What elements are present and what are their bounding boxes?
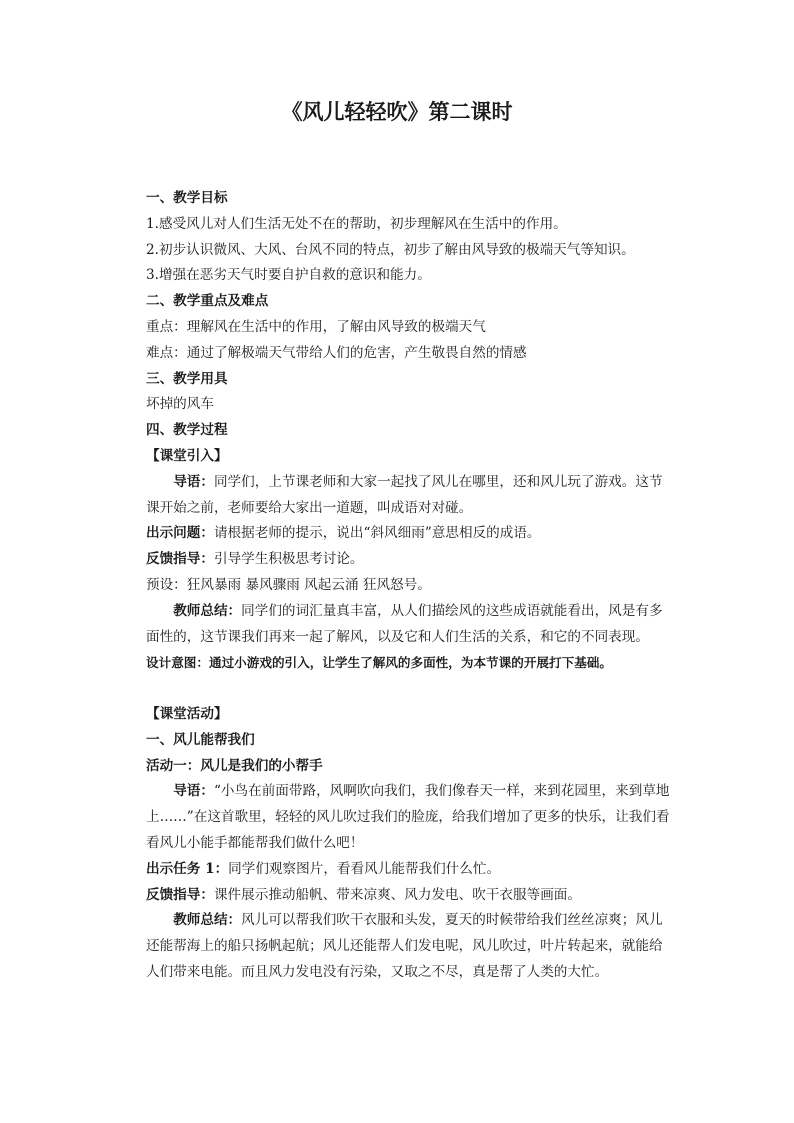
difficulty-point <box>146 341 674 367</box>
intro-guide-text: 同学们，上节课老师和大家一起找了风儿在哪里，还和风儿玩了游戏。这节课开始之前，老师要给大家出一道题，叫成语对对碰。 <box>146 473 663 516</box>
goal-item-1: 1.感受风儿对人们生活无处不在的帮助，初步理解风在生活中的作用。 <box>146 215 567 232</box>
section-heading-goals: 一、教学目标 <box>146 190 228 206</box>
activity-summary-label: 教师总结： <box>173 912 242 929</box>
activity-guide-text: “小鸟在前面带路，风啊吹向我们，我们像春天一样，来到花园里，来到草地上……”在这首歌里，轻轻的风儿吹过我们的脸庞，给我们增加了更多的快乐，让我们看看风儿小能手都能帮我们做什么吧！ <box>146 783 670 851</box>
intro-feedback-label: 反馈指导： <box>146 551 214 568</box>
intro-design-intent: 设计意图：通过小游戏的引入，让学生了解风的多面性，为本节课的开展打下基础。 <box>146 655 612 671</box>
intro-guide <box>146 470 674 522</box>
intro-guide-label: 导语： <box>173 473 214 490</box>
intro-summary <box>146 599 674 651</box>
task-label: 出示任务 1： <box>146 860 229 877</box>
activity-sub-heading: 一、风儿能帮我们 <box>146 731 255 748</box>
activity-heading: 【课堂活动】 <box>146 705 228 722</box>
activity-feedback-label: 反馈指导： <box>146 886 214 903</box>
intro-summary-label: 教师总结： <box>173 602 242 619</box>
key-point <box>146 315 674 341</box>
key-point-label: 重点： <box>146 318 187 335</box>
intro-question <box>146 521 674 547</box>
difficulty-label: 难点： <box>146 344 187 361</box>
page-title: 《风儿轻轻吹》第二课时 <box>281 99 513 124</box>
task-text: 同学们观察图片，看看风儿能帮我们什么忙。 <box>228 860 501 877</box>
section-heading-process: 四、教学过程 <box>146 422 228 439</box>
spacer <box>146 676 674 702</box>
goal-item-2: 2.初步认识微风、大风、台风不同的特点，初步了解由风导致的极端天气等知识。 <box>146 241 635 258</box>
activity-guide <box>146 779 674 856</box>
activity-task <box>146 857 674 883</box>
intro-heading: 【课堂引入】 <box>146 447 228 464</box>
goal-item-3: 3.增强在恶劣天气时要自护自救的意识和能力。 <box>146 267 431 284</box>
activity-summary <box>146 908 674 985</box>
intro-feedback <box>146 547 674 573</box>
document-body <box>146 186 674 986</box>
key-point-text: 理解风在生活中的作用，了解由风导致的极端天气 <box>186 318 486 335</box>
section-heading-tools: 三、教学用具 <box>146 370 228 387</box>
section-heading-key-points: 二、教学重点及难点 <box>146 293 269 310</box>
activity-one-heading: 活动一：风儿是我们的小帮手 <box>146 757 323 774</box>
activity-summary-text: 风儿可以帮我们吹干衣服和头发，夏天的时候带给我们丝丝凉爽；风儿还能帮海上的船只扬帆起航；风儿还能帮人们发电呢，风儿吹过，叶片转起来，就能给人们带来电能。而且风力发电没有污染，又取之不尽，真是帮了人类的大忙。 <box>146 912 663 980</box>
tools-text: 坏掉的风车 <box>146 396 214 413</box>
intro-question-label: 出示问题： <box>146 525 214 542</box>
intro-question-text: 请根据老师的提示，说出“斜风细雨”意思相反的成语。 <box>213 525 541 542</box>
intro-feedback-text: 引导学生积极思考讨论。 <box>213 551 364 568</box>
difficulty-text: 通过了解极端天气带给人们的危害，产生敬畏自然的情感 <box>186 344 527 361</box>
intro-summary-text: 同学们的词汇量真丰富，从人们描绘风的这些成语就能看出，风是有多面性的，这节课我们再来一起了解风，以及它和人们生活的关系，和它的不同表现。 <box>146 602 663 645</box>
activity-guide-label: 导语： <box>173 783 214 800</box>
activity-feedback <box>146 883 674 909</box>
intro-preset: 预设：狂风暴雨 暴风骤雨 风起云涌 狂风怒号。 <box>146 576 431 593</box>
activity-feedback-text: 课件展示推动船帆、带来凉爽、风力发电、吹干衣服等画面。 <box>213 886 581 903</box>
